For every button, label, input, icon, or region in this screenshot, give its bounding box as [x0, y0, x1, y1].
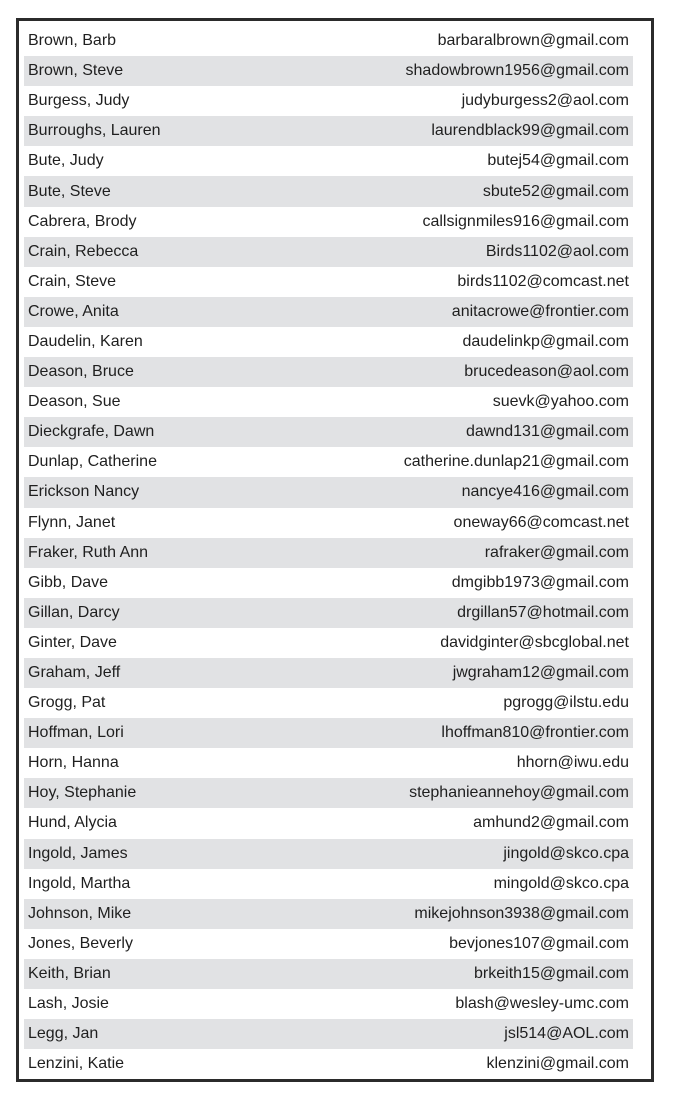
contact-row: [24, 146, 633, 176]
contact-name: Keith, Brian: [28, 964, 111, 982]
contact-email: daudelinkp@gmail.com: [462, 332, 629, 350]
contact-email: davidginter@sbcglobal.net: [440, 633, 629, 651]
contact-name: Lenzini, Katie: [28, 1055, 125, 1073]
contact-row: [24, 297, 633, 327]
contact-name: Legg, Jan: [28, 1025, 99, 1043]
contact-email: klenzini@gmail.com: [486, 1055, 629, 1073]
contact-email: oneway66@comcast.net: [453, 513, 629, 531]
contact-name: Crain, Rebecca: [28, 242, 139, 260]
contact-email: mikejohnson3938@gmail.com: [414, 904, 629, 922]
contact-name: Deason, Sue: [28, 393, 121, 411]
contact-email: dawnd131@gmail.com: [466, 423, 629, 441]
contact-row: [24, 1019, 633, 1049]
contact-name: Ingold, Martha: [28, 874, 131, 892]
contact-name: Crowe, Anita: [28, 302, 119, 320]
contact-name: Cabrera, Brody: [28, 212, 137, 230]
contact-row: [24, 176, 633, 206]
contact-name: Flynn, Janet: [28, 513, 116, 531]
contact-email: blash@wesley-umc.com: [455, 995, 629, 1013]
contact-row: [24, 778, 633, 808]
contact-row: [24, 116, 633, 146]
contact-row: [24, 327, 633, 357]
contact-row: [24, 207, 633, 237]
contact-name: Gillan, Darcy: [28, 603, 120, 621]
contact-name: Burgess, Judy: [28, 92, 130, 110]
contact-name: Ginter, Dave: [28, 633, 117, 651]
contact-row: [24, 86, 633, 116]
contact-email: judyburgess2@aol.com: [461, 92, 629, 110]
contact-row: [24, 628, 633, 658]
contact-email: nancye416@gmail.com: [461, 483, 629, 501]
contact-row: [24, 237, 633, 267]
contact-email: jsl514@AOL.com: [504, 1025, 629, 1043]
contact-row: [24, 477, 633, 507]
contact-name: Ingold, James: [28, 844, 128, 862]
contact-row: [24, 1049, 633, 1079]
contact-row: [24, 568, 633, 598]
contact-email: pgrogg@ilstu.edu: [503, 694, 629, 712]
contact-name: Dunlap, Catherine: [28, 453, 157, 471]
contact-email: sbute52@gmail.com: [482, 182, 629, 200]
contact-row: [24, 357, 633, 387]
contact-email: catherine.dunlap21@gmail.com: [403, 453, 629, 471]
contact-row: [24, 718, 633, 748]
contact-row: [24, 989, 633, 1019]
contact-name: Bute, Steve: [28, 182, 111, 200]
contact-email: lhoffman810@frontier.com: [441, 724, 629, 742]
contact-email: jwgraham12@gmail.com: [452, 664, 629, 682]
contact-row: [24, 929, 633, 959]
contact-email: shadowbrown1956@gmail.com: [405, 62, 629, 80]
contact-email: dmgibb1973@gmail.com: [451, 573, 629, 591]
contact-email: brkeith15@gmail.com: [474, 964, 629, 982]
contact-row: [24, 598, 633, 628]
contact-name: Graham, Jeff: [28, 664, 121, 682]
contact-name: Bute, Judy: [28, 152, 104, 170]
contact-row: [24, 748, 633, 778]
contact-name: Horn, Hanna: [28, 754, 119, 772]
contact-row: [24, 417, 633, 447]
contact-email: callsignmiles916@gmail.com: [422, 212, 629, 230]
contact-name: Brown, Steve: [28, 62, 124, 80]
contact-row: [24, 56, 633, 86]
contact-name: Gibb, Dave: [28, 573, 109, 591]
contact-name: Hoy, Stephanie: [28, 784, 137, 802]
contact-email: jingold@skco.cpa: [503, 844, 629, 862]
contact-name: Hund, Alycia: [28, 814, 117, 832]
contact-name: Johnson, Mike: [28, 904, 132, 922]
contact-email: hhorn@iwu.edu: [516, 754, 629, 772]
contact-email: stephanieannehoy@gmail.com: [409, 784, 629, 802]
contact-row: [24, 538, 633, 568]
contact-name: Burroughs, Lauren: [28, 122, 161, 140]
contact-row: [24, 688, 633, 718]
contact-row: [24, 839, 633, 869]
contact-name: Deason, Bruce: [28, 363, 134, 381]
contact-name: Grogg, Pat: [28, 694, 106, 712]
contact-email: bevjones107@gmail.com: [449, 934, 629, 952]
contact-email: suevk@yahoo.com: [492, 393, 629, 411]
contact-email: Birds1102@aol.com: [485, 242, 629, 260]
directory-frame: [16, 18, 654, 1082]
contact-email: mingold@skco.cpa: [493, 874, 629, 892]
contact-row: [24, 387, 633, 417]
contact-email: anitacrowe@frontier.com: [451, 302, 629, 320]
contact-row: [24, 899, 633, 929]
contact-row: [24, 267, 633, 297]
contact-name: Lash, Josie: [28, 995, 109, 1013]
contact-name: Crain, Steve: [28, 272, 117, 290]
contact-row: [24, 26, 633, 56]
contact-name: Hoffman, Lori: [28, 724, 124, 742]
contact-name: Erickson Nancy: [28, 483, 140, 501]
contact-name: Brown, Barb: [28, 32, 117, 50]
contact-row: [24, 959, 633, 989]
contact-email: drgillan57@hotmail.com: [457, 603, 629, 621]
contact-name: Dieckgrafe, Dawn: [28, 423, 155, 441]
contact-email: rafraker@gmail.com: [484, 543, 629, 561]
contact-email: barbaralbrown@gmail.com: [437, 32, 629, 50]
contact-row: [24, 447, 633, 477]
contact-email: laurendblack99@gmail.com: [431, 122, 629, 140]
contact-name: Daudelin, Karen: [28, 332, 143, 350]
contact-email: butej54@gmail.com: [487, 152, 629, 170]
contact-email: brucedeason@aol.com: [464, 363, 629, 381]
contact-email: amhund2@gmail.com: [473, 814, 629, 832]
contact-row: [24, 658, 633, 688]
contact-row: [24, 869, 633, 899]
contact-name: Fraker, Ruth Ann: [28, 543, 149, 561]
directory-list: [24, 26, 633, 1079]
contact-row: [24, 808, 633, 838]
contact-row: [24, 508, 633, 538]
contact-email: birds1102@comcast.net: [457, 272, 629, 290]
contact-name: Jones, Beverly: [28, 934, 133, 952]
